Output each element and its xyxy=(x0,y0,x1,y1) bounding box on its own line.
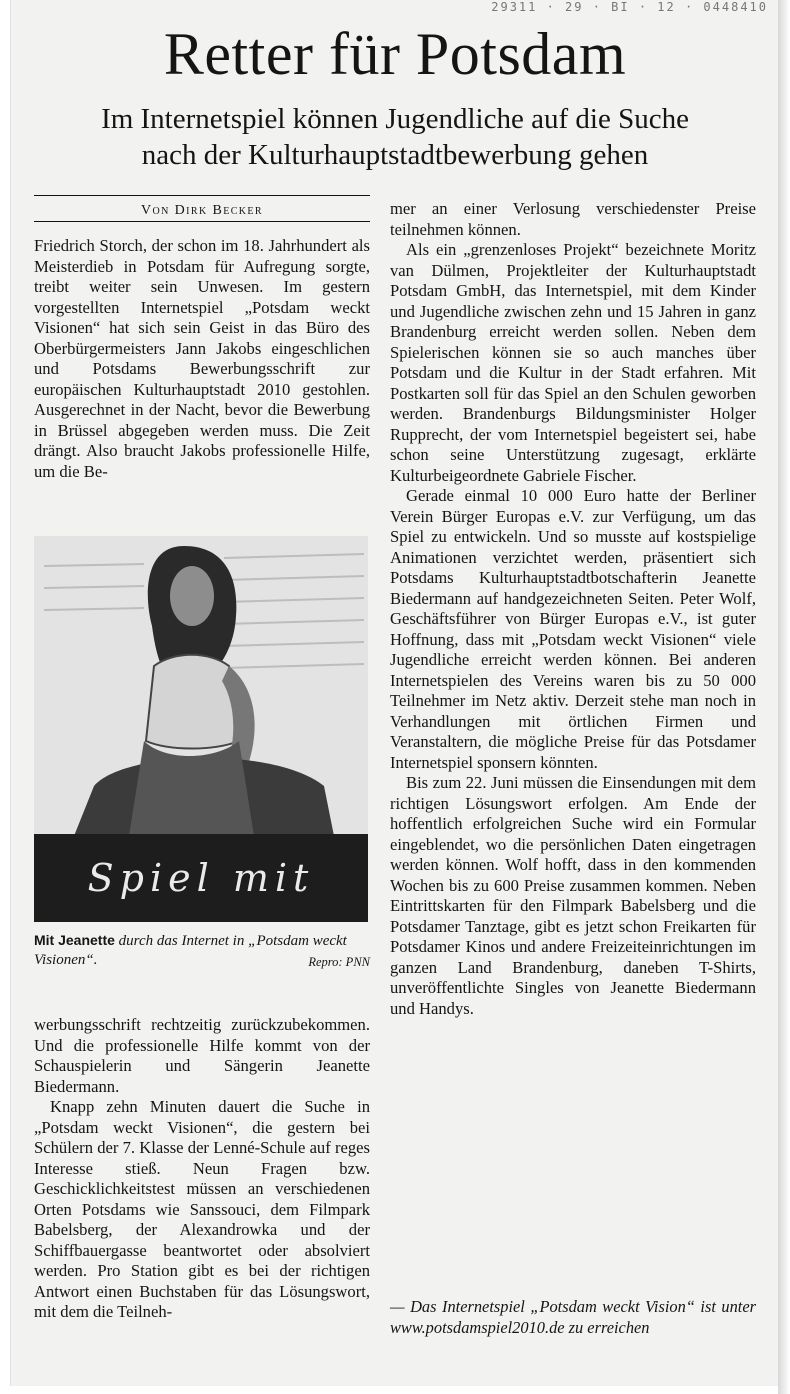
article-column-left-bottom xyxy=(34,1015,370,1323)
caption-credit: Repro: PNN xyxy=(308,955,370,969)
subheadline xyxy=(30,101,760,173)
byline: Von Dirk Becker xyxy=(140,203,263,218)
archive-code: 29311 · 29 · BI · 12 · 0448410 xyxy=(491,0,768,14)
paragraph: Als ein „grenzenloses Projekt“ bezeichnete Moritz van Dülmen, Projektleiter der Kulturhauptstadt Potsdam GmbH, das Internetspiel, mit dem Kinder und Jugendliche zwischen zehn und 15 Jahren in ganz Brandenburg erreicht werden sollen. Neben dem Spielerischen können sie so auch manches über Potsdam und die Kultur in der Stadt erfahren. Mit Postkarten soll für das Spiel an den Schulen geworben werden. Brandenburgs Bildungsminister Holger Rupprecht, der vom Internetspiel begeistert sei, habe schon seine Unterstützung zugesagt, erklärte Kulturbeigeordnete Gabriele Fischer. xyxy=(390,240,756,485)
subhead-line-2: nach der Kulturhauptstadtbewerbung gehen xyxy=(141,139,649,171)
article-column-left-top xyxy=(34,236,370,482)
caption-text: durch das Internet in „Potsdam weckt Visionen“. xyxy=(34,933,347,968)
paragraph: werbungsschrift rechtzeitig zurückzubekommen. Und die professionelle Hilfe kommt von der Schauspielerin und Sängerin Jeanette Biedermann. xyxy=(34,1015,370,1096)
article-column-right xyxy=(390,199,756,1019)
paragraph: mer an einer Verlosung verschiedenster Preise teilnehmen können. xyxy=(390,199,756,239)
headline: Retter für Potsdam xyxy=(163,21,627,87)
paragraph: Gerade einmal 10 000 Euro hatte der Berliner Verein Bürger Europas e.V. zur Verfügung, um das Spiel zu entwickeln. Und so musste auf kostspielige Animationen verzichtet werden, präsentiert sich Potsdams Kulturhauptstadtbotschafterin Jeanette Biedermann auf handgezeichneten Seiten. Peter Wolf, Geschäftsführer von Bürger Europas e.V., ist guter Hoffnung, dass mit „Potsdam weckt Visionen“ viele Jugendliche erreicht werden können. Bei anderen Internetspielen des Vereins waren bis zu 50 000 Teilnehmer im Netz aktiv. Derzeit stehe man noch in Verhandlungen mit örtlichen Firmen und Veranstaltern, die mögliche Preise für das Potsdamer Internetspiel sponsern könnten. xyxy=(390,486,756,772)
photo-scribble-text: Spiel mit xyxy=(34,834,368,922)
photo-caption xyxy=(34,931,370,972)
clipping-shadow xyxy=(778,0,790,1394)
article-photo xyxy=(34,536,368,922)
subhead-line-1: Im Internetspiel können Jugendliche auf die Suche xyxy=(101,103,689,135)
paragraph: Bis zum 22. Juni müssen die Einsendungen mit dem richtigen Lösungswort erfolgen. Am Ende der hoffentlich erfolgreichen Suche wird ein Formular eingeblendet, wo die persönlichen Daten eingetragen werden können. Wolf hofft, dass in den kommenden Wochen bis zu 600 Preise zusammen kommen. Neben Eintrittskarten für den Filmpark Babelsberg und die Potsdamer Tanztage, gibt es jetzt schon Freikarten für Potsdamer Kinos und andere Freizeiteinrichtungen im ganzen Land Brandenburg, daneben T-Shirts, unveröffentlichte Singles von Jeanette Biedermann und Handys. xyxy=(390,773,756,1018)
article-footnote: — Das Internetspiel „Potsdam weckt Vision“ ist unter www.potsdamspiel2010.de zu erreichen xyxy=(390,1297,756,1337)
caption-bold: Mit Jeanette xyxy=(34,932,115,948)
paragraph: Friedrich Storch, der schon im 18. Jahrhundert als Meisterdieb in Potsdam für Aufregung sorgte, treibt weiter sein Unwesen. Im gestern vorgestellten Internetspiel „Potsdam weckt Visionen“ hat sich sein Geist in das Büro des Oberbürgermeisters Jann Jakobs eingeschlichen und Potsdams Bewerbungsschrift zur europäischen Kulturhauptstadt 2010 gestohlen. Ausgerechnet in der Nacht, bevor die Bewerbung in Brüssel abgegeben werden muss. Die Zeit drängt. Also braucht Jakobs professionelle Hilfe, um die Be- xyxy=(34,236,370,481)
paragraph: Knapp zehn Minuten dauert die Suche in „Potsdam weckt Visionen“, die gestern bei Schülern der 7. Klasse der Lenné-Schule auf reges Interesse stieß. Neun Fragen bzw. Geschicklichkeitstest müssen an verschiedenen Orten Potsdams wie Sanssouci, dem Filmpark Babelsberg, der Alexandrowka und der Schiffbauergasse beantwortet oder absolviert werden. Pro Station gibt es bei der richtigen Antwort einen Buchstaben für das Lösungswort, mit dem die Teilneh- xyxy=(34,1097,370,1321)
photo-figure xyxy=(34,536,368,836)
byline-box xyxy=(34,195,370,222)
